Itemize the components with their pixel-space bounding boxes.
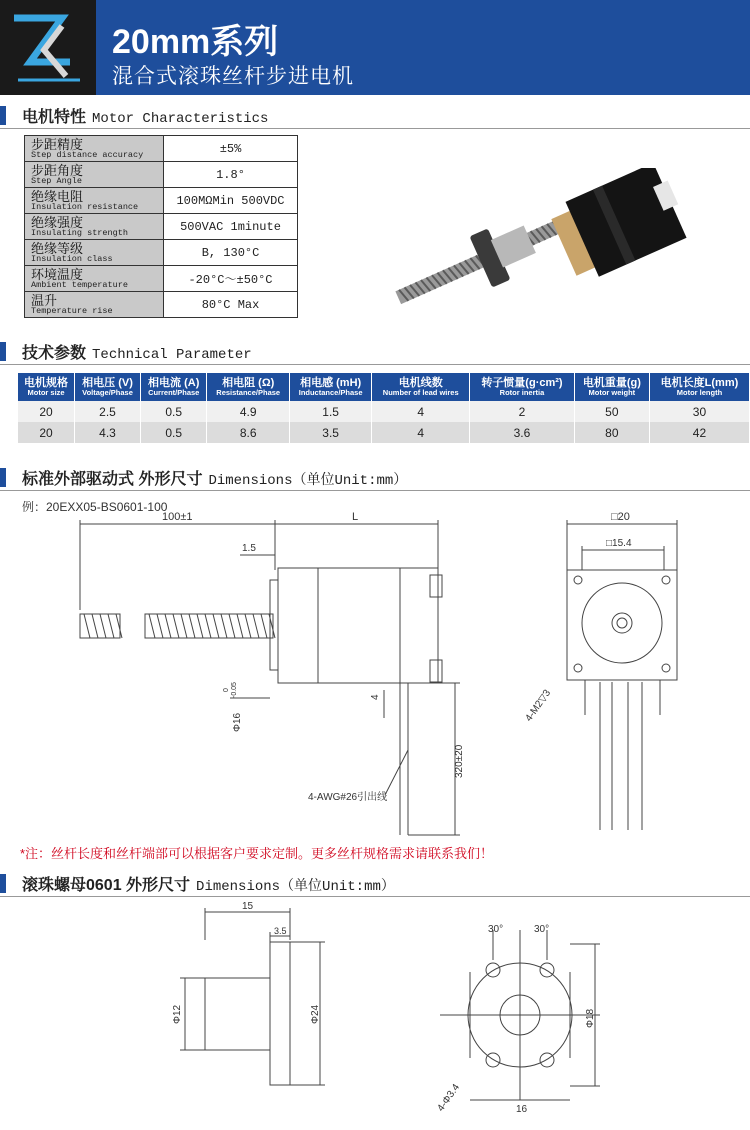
dim-square-15: □15.4 — [606, 538, 632, 549]
nut-dia-18: Φ18 — [585, 1008, 596, 1028]
brand-logo — [0, 0, 96, 95]
characteristic-name: 环境温度 — [31, 266, 84, 282]
zk-logo-icon — [0, 0, 96, 95]
column-header: 相电流 (A) Current/Phase — [140, 373, 207, 401]
characteristics-heading: 电机特性 Motor Characteristics — [0, 102, 750, 128]
characteristic-row — [25, 240, 298, 266]
characteristic-value: -20°C～±50°C — [164, 266, 298, 292]
characteristic-value: 500VAC 1minute — [164, 214, 298, 240]
nut-len-15: 15 — [242, 901, 254, 912]
model-example: 例：20EXX05-BS0601-100 — [22, 500, 168, 514]
characteristic-value: B, 130°C — [164, 240, 298, 266]
page-header — [0, 0, 750, 95]
characteristic-name: 绝缘等级 — [31, 240, 84, 256]
characteristic-row — [25, 266, 298, 292]
dim-flange: 1.5 — [242, 543, 256, 554]
nut-dimension-drawing — [0, 900, 750, 1130]
column-header: 电机规格 Motor size — [18, 373, 75, 401]
technical-parameter-table — [18, 373, 750, 443]
table-row — [18, 401, 750, 422]
nut-width-16: 16 — [516, 1104, 528, 1115]
table-cell: 8.6 — [207, 422, 289, 443]
nut-len-35: 3.5 — [274, 926, 287, 936]
nut-angle-left: 30° — [488, 924, 504, 935]
characteristic-name-en: Temperature rise — [31, 305, 113, 316]
table-cell: 30 — [649, 401, 749, 422]
table-cell: 50 — [574, 401, 649, 422]
characteristic-name: 步距角度 — [31, 162, 84, 178]
characteristic-row — [25, 136, 298, 162]
column-header: 相电阻 (Ω) Resistance/Phase — [207, 373, 289, 401]
characteristic-value: ±5% — [164, 136, 298, 162]
characteristic-name-en: Step Angle — [31, 175, 83, 186]
column-header: 电机线数 Number of lead wires — [372, 373, 470, 401]
motor-photo — [380, 168, 710, 318]
table-cell: 1.5 — [289, 401, 371, 422]
column-header: 相电感 (mH) Inductance/Phase — [289, 373, 371, 401]
dim-step: 4 — [370, 694, 381, 700]
characteristic-name-en: Ambient temperature — [31, 279, 128, 290]
table-cell: 4.3 — [75, 422, 141, 443]
table-cell: 2.5 — [75, 401, 141, 422]
dim-boss-tol: -0.05 — [231, 682, 238, 698]
table-cell: 20 — [18, 422, 75, 443]
table-row — [18, 422, 750, 443]
characteristic-name-en: Insulation resistance — [31, 201, 139, 212]
table-cell: 0.5 — [140, 401, 207, 422]
characteristic-name-en: Insulating strength — [31, 227, 128, 238]
table-cell: 0.5 — [140, 422, 207, 443]
table-cell: 20 — [18, 401, 75, 422]
column-header: 电机长度L(mm) Motor length — [649, 373, 749, 401]
nut-angle-right: 30° — [534, 924, 550, 935]
characteristic-row — [25, 188, 298, 214]
motor-dimension-drawing — [0, 510, 750, 840]
nut-dia-12: Φ12 — [172, 1004, 183, 1024]
nut-dia-24: Φ24 — [310, 1004, 321, 1024]
table-cell: 2 — [470, 401, 575, 422]
column-header: 电机重量(g) Motor weight — [574, 373, 649, 401]
dim-motor-length: L — [352, 511, 359, 523]
dim-holes: 4-M2▽3 — [523, 687, 554, 724]
column-header: 相电压 (V) Voltage/Phase — [75, 373, 141, 401]
table-cell: 3.5 — [289, 422, 371, 443]
table-cell: 4 — [372, 401, 470, 422]
characteristic-row — [25, 214, 298, 240]
characteristic-value: 1.8° — [164, 162, 298, 188]
series-title: 20mm系列 — [112, 23, 279, 61]
table-cell: 4 — [372, 422, 470, 443]
series-subtitle: 混合式滚珠丝杆步进电机 — [112, 65, 354, 88]
characteristic-name: 绝缘电阻 — [31, 188, 84, 204]
dim-wire: 4-AWG#26引出线 — [308, 792, 388, 803]
table-cell: 42 — [649, 422, 749, 443]
nut-holes: 4-Φ3.4 — [435, 1082, 463, 1114]
technical-heading: 技术参数 Technical Parameter — [0, 338, 750, 364]
characteristic-row — [25, 292, 298, 318]
customization-note: *注：丝杆长度和丝杆端部可以根据客户要求定制。更多丝杆规格需求请联系我们！ — [20, 846, 494, 861]
nut-heading: 滚珠螺母0601 外形尺寸 Dimensions（单位Unit:mm） — [0, 870, 750, 896]
characteristic-name-en: Step distance accuracy — [31, 149, 144, 160]
column-header: 转子惯量(g·cm²) Rotor inertia — [470, 373, 575, 401]
dim-lead-length: 320±20 — [454, 744, 465, 778]
dimensions-heading: 标准外部驱动式 外形尺寸 Dimensions（单位Unit:mm） — [0, 464, 750, 490]
characteristic-name: 绝缘强度 — [31, 214, 84, 230]
characteristics-table — [24, 135, 298, 318]
table-cell: 3.6 — [470, 422, 575, 443]
table-cell: 4.9 — [207, 401, 289, 422]
dim-square-20: □20 — [611, 511, 630, 523]
table-cell: 80 — [574, 422, 649, 443]
characteristic-row — [25, 162, 298, 188]
dim-boss-dia: Φ16 — [232, 712, 243, 732]
characteristic-value: 80°C Max — [164, 292, 298, 318]
characteristic-name: 温升 — [31, 292, 58, 308]
dim-boss-tol-zero: 0 — [223, 688, 230, 692]
dim-screw-length: 100±1 — [162, 511, 193, 523]
characteristic-name-en: Insulation class — [31, 253, 113, 264]
characteristic-value: 100MΩMin 500VDC — [164, 188, 298, 214]
characteristic-name: 步距精度 — [31, 136, 84, 152]
